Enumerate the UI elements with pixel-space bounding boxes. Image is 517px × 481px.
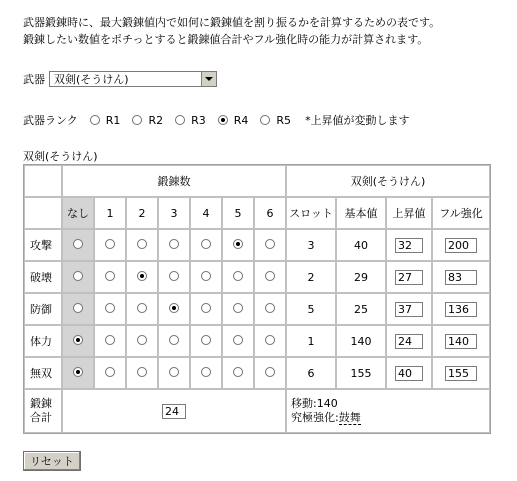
stat-name: 防御 [24, 293, 62, 325]
level-radio[interactable] [137, 239, 147, 249]
level-cell[interactable] [254, 229, 286, 261]
level-header: なし [62, 197, 94, 229]
rank-radio[interactable] [90, 115, 100, 125]
level-cell[interactable] [62, 261, 94, 293]
full-field[interactable]: 140 [445, 334, 477, 349]
level-radio[interactable] [265, 239, 275, 249]
table-row [24, 357, 490, 389]
stat-rows [24, 229, 490, 389]
level-radio[interactable] [105, 239, 115, 249]
level-radio[interactable] [201, 239, 211, 249]
rank-option-label: R5 [276, 113, 292, 127]
level-cell[interactable] [190, 325, 222, 357]
level-radio[interactable] [137, 271, 147, 281]
level-cell[interactable] [190, 293, 222, 325]
up-field[interactable]: 40 [395, 366, 423, 381]
level-cell[interactable] [190, 357, 222, 389]
rank-option-r4[interactable] [218, 114, 249, 127]
up-cell [386, 357, 432, 389]
level-cell[interactable] [62, 325, 94, 357]
level-cell[interactable] [254, 293, 286, 325]
weapon-selector-row [23, 71, 217, 87]
full-field[interactable]: 200 [445, 238, 477, 253]
level-radio[interactable] [265, 367, 275, 377]
full-field[interactable]: 155 [445, 366, 477, 381]
level-radio[interactable] [265, 335, 275, 345]
up-field[interactable]: 37 [395, 302, 423, 317]
level-radio[interactable] [73, 239, 83, 249]
rank-option-label: R2 [148, 113, 164, 127]
level-radio[interactable] [105, 367, 115, 377]
full-cell [432, 357, 490, 389]
level-radio[interactable] [265, 303, 275, 313]
level-cell[interactable] [190, 229, 222, 261]
rank-radio[interactable] [218, 115, 228, 125]
level-radio[interactable] [169, 271, 179, 281]
rank-option-label: R1 [105, 113, 121, 127]
level-cell[interactable] [94, 293, 126, 325]
stat-name: 体力 [24, 325, 62, 357]
level-radio[interactable] [233, 271, 243, 281]
stat-name: 破壊 [24, 261, 62, 293]
level-radio[interactable] [105, 335, 115, 345]
rank-radio[interactable] [260, 115, 270, 125]
level-cell[interactable] [94, 229, 126, 261]
rank-option-r5[interactable] [260, 114, 291, 127]
level-radio[interactable] [233, 303, 243, 313]
stat-name: 攻撃 [24, 229, 62, 261]
slot-value: 2 [286, 261, 336, 293]
level-radio[interactable] [169, 335, 179, 345]
level-cell[interactable] [222, 229, 254, 261]
level-header: 6 [254, 197, 286, 229]
full-field[interactable]: 136 [445, 302, 477, 317]
up-cell [386, 325, 432, 357]
level-radio[interactable] [201, 271, 211, 281]
table-row [24, 325, 490, 357]
weapon-label: 武器 [23, 73, 45, 86]
corner-cell [24, 197, 62, 229]
level-radio[interactable] [105, 271, 115, 281]
level-cell[interactable] [222, 357, 254, 389]
level-cell[interactable] [222, 261, 254, 293]
total-label-line-2: 合計 [30, 411, 52, 424]
base-value: 29 [336, 261, 386, 293]
level-cell[interactable] [62, 229, 94, 261]
level-cell[interactable] [62, 357, 94, 389]
level-cell[interactable] [222, 325, 254, 357]
table-row [24, 261, 490, 293]
level-cell[interactable] [254, 357, 286, 389]
level-cell[interactable] [126, 293, 158, 325]
level-radio[interactable] [233, 335, 243, 345]
level-cell[interactable] [126, 229, 158, 261]
up-field[interactable]: 27 [395, 270, 423, 285]
rank-label: 武器ランク [23, 114, 78, 127]
move-text: 移動:140 [291, 397, 338, 410]
chevron-down-icon[interactable] [201, 72, 216, 86]
rank-option-r1[interactable] [90, 114, 121, 127]
level-header: 1 [94, 197, 126, 229]
level-radio[interactable] [201, 367, 211, 377]
intro-line-2: 鍛錬したい数値をポチっとすると鍛錬値合計やフル強化時の能力が計算されます。 [23, 33, 429, 46]
slot-value: 3 [286, 229, 336, 261]
table-row [24, 293, 490, 325]
level-cell[interactable] [158, 357, 190, 389]
ultimate-value[interactable]: 鼓舞 [338, 411, 361, 424]
weapon-select[interactable] [49, 71, 217, 87]
level-cell[interactable] [94, 357, 126, 389]
full-cell [432, 325, 490, 357]
level-header: 2 [126, 197, 158, 229]
level-radio[interactable] [73, 303, 83, 313]
level-cell[interactable] [94, 325, 126, 357]
rank-option-r2[interactable] [132, 114, 163, 127]
base-value: 25 [336, 293, 386, 325]
up-field[interactable]: 32 [395, 238, 423, 253]
level-radio[interactable] [137, 335, 147, 345]
full-cell [432, 229, 490, 261]
total-label-line-1: 鍛錬 [30, 397, 52, 410]
level-header: 3 [158, 197, 190, 229]
info-cell [286, 389, 490, 433]
level-cell[interactable] [222, 293, 254, 325]
level-cell[interactable] [254, 325, 286, 357]
full-cell [432, 261, 490, 293]
level-cell[interactable] [158, 293, 190, 325]
level-radio[interactable] [137, 303, 147, 313]
corner-cell [24, 165, 62, 197]
level-radio[interactable] [169, 303, 179, 313]
header-training: 鍛錬数 [62, 165, 286, 197]
weapon-select-value: 双剣(そうけん) [54, 73, 129, 86]
rank-option-label: R4 [233, 113, 249, 127]
total-cell [62, 389, 286, 433]
level-header: 4 [190, 197, 222, 229]
reset-button[interactable]: リセット [23, 451, 81, 471]
level-cell[interactable] [126, 357, 158, 389]
header-base: 基本値 [336, 197, 386, 229]
level-radio[interactable] [233, 367, 243, 377]
base-value: 155 [336, 357, 386, 389]
header-full: フル強化 [432, 197, 490, 229]
level-cell[interactable] [158, 325, 190, 357]
level-radio[interactable] [169, 367, 179, 377]
rank-note: *上昇値が変動します [305, 114, 410, 127]
level-cell[interactable] [62, 293, 94, 325]
level-cell[interactable] [126, 325, 158, 357]
level-cell[interactable] [158, 261, 190, 293]
level-radio[interactable] [73, 271, 83, 281]
table-caption: 双剣(そうけん) [23, 150, 98, 163]
rank-option-r3[interactable] [175, 114, 206, 127]
up-cell [386, 261, 432, 293]
header-slot: スロット [286, 197, 336, 229]
rank-radio[interactable] [175, 115, 185, 125]
level-cell[interactable] [126, 261, 158, 293]
rank-radio[interactable] [132, 115, 142, 125]
level-cell[interactable] [94, 261, 126, 293]
up-cell [386, 229, 432, 261]
intro-line-1: 武器鍛錬時に、最大鍛錬値内で如何に鍛錬値を割り振るかを計算するための表です。 [23, 16, 441, 29]
level-radio[interactable] [201, 335, 211, 345]
table-row [24, 229, 490, 261]
level-radio[interactable] [73, 367, 83, 377]
full-cell [432, 293, 490, 325]
slot-value: 5 [286, 293, 336, 325]
base-value: 140 [336, 325, 386, 357]
full-field[interactable]: 83 [445, 270, 477, 285]
slot-value: 6 [286, 357, 336, 389]
level-cell[interactable] [254, 261, 286, 293]
level-radio[interactable] [233, 239, 243, 249]
intro-text [23, 14, 440, 48]
header-up: 上昇値 [386, 197, 432, 229]
level-radio[interactable] [73, 335, 83, 345]
level-radio[interactable] [201, 303, 211, 313]
level-header: 5 [222, 197, 254, 229]
slot-value: 1 [286, 325, 336, 357]
stat-name: 無双 [24, 357, 62, 389]
level-radio[interactable] [105, 303, 115, 313]
total-label [24, 389, 62, 433]
ultimate-text [291, 411, 489, 425]
level-radio[interactable] [137, 367, 147, 377]
up-field[interactable]: 24 [395, 334, 423, 349]
level-radio[interactable] [169, 239, 179, 249]
rank-option-label: R3 [191, 113, 206, 127]
level-radio[interactable] [265, 271, 275, 281]
up-cell [386, 293, 432, 325]
level-cell[interactable] [158, 229, 190, 261]
base-value: 40 [336, 229, 386, 261]
header-weapon: 双剣(そうけん) [286, 165, 490, 197]
ultimate-label: 究極強化: [291, 411, 339, 424]
total-field[interactable]: 24 [162, 404, 186, 419]
weapon-rank-row [23, 112, 410, 128]
level-cell[interactable] [190, 261, 222, 293]
training-table [23, 164, 491, 434]
